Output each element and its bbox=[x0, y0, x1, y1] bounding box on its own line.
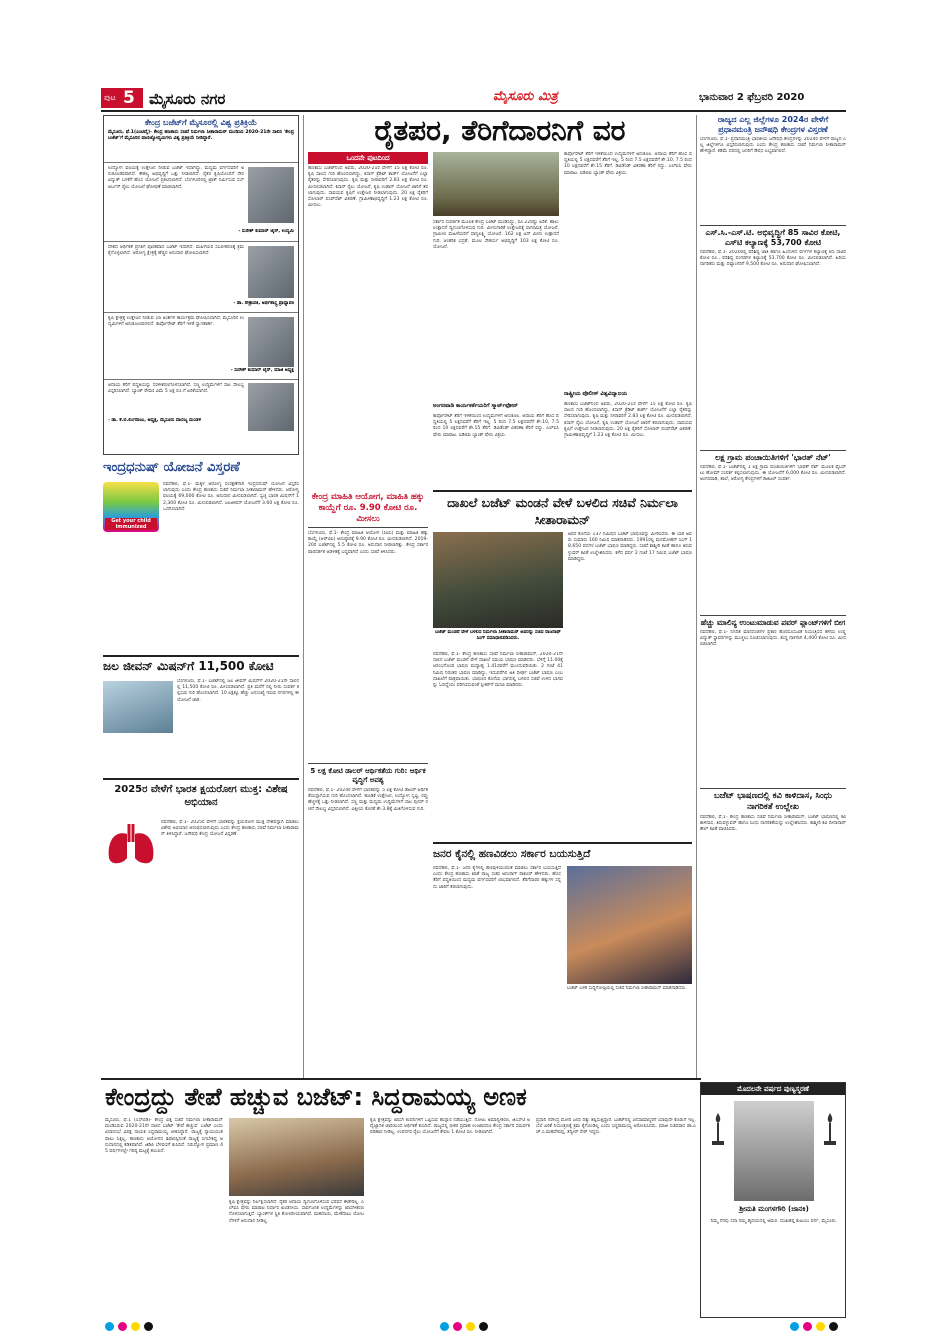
cic-body: ಬೆಂಗಳೂರು, ಫೆ.1- ಕೇಂದ್ರ ಮಾಹಿತಿ ಆಯೋಗ (ಸಿಐಸಿ) ಮತ್ತು ಮಾಹಿತಿ ಹಕ್ಕು ಕಾಯ್ದೆ (ಆರ್‌ಟಿಐ) ಅನುಷ್ಠಾನಕ್ಕೆ 9.90 ಕೋಟಿ ರೂ. ಮೀಸಲಿಡಲಾಗಿದೆ. 2019-20ರ ಬಜೆಟ್‌ನಲ್ಲಿ 5.5 ಕೋಟಿ ರೂ. ಅನುದಾನ ನೀಡಲಾಗಿತ್ತು. ಕೇಂದ್ರ ಸರ್ಕಾರ ಪಾರದರ್ಶಕ ಆಡಳಿತಕ್ಕೆ ಬದ್ಧವಾಗಿದೆ ಎಂದು ಸಚಿವೆ ತಿಳಿಸಿದರು. bbox=[308, 531, 428, 555]
kalidasa-title: ಬಜೆಟ್ ಭಾಷಣದಲ್ಲಿ ಕವಿ ಕಾಳಿದಾಸ, ಸಿಂಧು ನಾಗರಿಕತೆ ಉಲ್ಲೇಖ bbox=[700, 788, 846, 813]
reaction-author: - ಸುರೇಶ್ ಕುಮಾರ್ ಜೈನ್, ಉದ್ಯಮಿ bbox=[238, 229, 294, 234]
cic-box bbox=[308, 490, 428, 1078]
bottom-col2: ಕೃಷಿ ಕ್ಷೇತ್ರವನ್ನು ನಿರ್ಲಕ್ಷಿಸಲಾಗಿದೆ. ರೈತರ ಆದಾಯ ದ್ವಿಗುಣಗೊಳಿಸುವ ಭರವಸೆ ಈಡೇರಿಲ್ಲ. ಎಲ್‌ಐಸಿ ಷೇರು ಮಾರಾಟ ನಿರ್ಧಾರ ಖಂಡನೀಯ. ಸಾರ್ವಜನಿಕ ಉದ್ದಿಮೆಗಳನ್ನು ಖಾಸಗೀಕರಣಗೊಳಿಸಲಾಗುತ್ತಿದೆ. ಬ್ಯಾಂಕ್‌ಗಳ ಸ್ಥಿತಿ ಶೋಚನೀಯವಾಗಿದೆ. ಮಹದಾಯಿ, ಮೇಕೆದಾಟು ಯೋಜನೆಗಳಿಗೆ ಅನುದಾನ ನೀಡಿಲ್ಲ. bbox=[229, 1200, 364, 1224]
bharat-net-body: ನವದೆಹಲಿ, ಫೆ.1- ಬಜೆಟ್‌ನಲ್ಲಿ 1 ಲಕ್ಷ ಗ್ರಾಮ ಪಂಚಾಯಿತಿಗಳಿಗೆ 'ಭಾರತ್ ನೆಟ್' ಮೂಲಕ ಫೈಬರ್ ಟು ಹೋಮ್ ಸಂಪರ್ಕ ಕಲ್ಪಿಸಲಾಗುವುದು. ಈ ಯೋಜನೆಗೆ 6,000 ಕೋಟಿ ರೂ. ಮೀಸಲಿಡಲಾಗಿದೆ. ಅಂಗನವಾಡಿ, ಶಾಲೆ, ಆರೋಗ್ಯ ಕೇಂದ್ರಗಳಿಗೆ ಡಿಜಿಟಲ್ ಸಂಪರ್ಕ. bbox=[700, 465, 846, 483]
jal-jeevan-article bbox=[103, 655, 299, 775]
ondane-puta-label: ಒಂದನೇ ಪುಟದಿಂದ bbox=[308, 152, 428, 164]
reg-dot-magenta bbox=[803, 1322, 812, 1331]
obituary-header: ಮೊದಲನೇ ವರ್ಷದ ಪುಣ್ಯಸ್ಮರಣೆ bbox=[701, 1083, 845, 1095]
reaction-text: ಕೃಷಿ ಕ್ಷೇತ್ರಕ್ಕೆ ಉತ್ತೇಜನ ನೀಡುವ 16 ಅಂಶಗಳ ಕಾರ್ಯಕ್ರಮ ಘೋಷಿಸಲಾಗಿದೆ. ಮೈಸೂರಿನ ಉದ್ಯಮಿಗಳಿಗೆ ಅನುಕೂಲವಾಗಲಿದೆ. ಕಾರ್ಪೊರೇಟ್ ತೆರಿಗೆ ಇಳಿಕೆ ಸ್ವಾಗತಾರ್ಹ. bbox=[108, 316, 244, 328]
reaction-item bbox=[104, 162, 298, 241]
tb-title: 2025ರ ವೇಳೆಗೆ ಭಾರತ ಕ್ಷಯರೋಗ ಮುಕ್ತ: ವಿಶೇಷ ಅಭಿಯಾನ bbox=[114, 784, 288, 808]
main-article-col2: ಸರ್ಕಾರ ಸಂಪರ್ಕಿತ ಮೂಲಕ ಕೇಂದ್ರ ಬಜೆಟ್ ಮಂಡಿಸಿದ್ದು, ರೂ.22ರಷ್ಟು ಏರಿಕೆ. ಹಾಲು ಉತ್ಪಾದನೆ ದ್ವಿಗುಣಗೊಳಿಸುವ ಗುರಿ. ಮೀನುಗಾರಿಕೆ ಉತ್ತೇಜನಕ್ಕೆ ಸಾಗರಮಿತ್ರ ಯೋಜನೆ. ಗ್ರಾಮೀಣ ಮಹಿಳೆಯರಿಗೆ ಧಾನ್ಯಲಕ್ಷ್ಮಿ ಯೋಜನೆ. 162 ಲಕ್ಷ ಟನ್ ಮೀನು ಉತ್ಪಾದನೆ ಗುರಿ. ಆಂತರಿಕ ಭದ್ರತೆ, ಮೂಲ ಸೌಕರ್ಯ ಅಭಿವೃದ್ಧಿಗೆ 103 ಲಕ್ಷ ಕೋಟಿ ರೂ. ಯೋಜನೆ. bbox=[433, 220, 559, 250]
page-number: 5 bbox=[123, 88, 135, 108]
reaction-author: - ಡಾ. ಕೆ.ಬಿ.ಲಿಂಗರಾಜು, ಅಧ್ಯಕ್ಷ, ಮೈಸೂರು ವಾಣಿಜ್ಯ ಮಂಡಳಿ bbox=[108, 418, 201, 423]
page-label: ಪುಟ bbox=[104, 93, 116, 102]
reg-dot-cyan bbox=[790, 1322, 799, 1331]
reaction-author: - ಸುರೇಶ್ ಕುಮಾರ್ ಜೈನ್, ಮಾಜಿ ಅಧ್ಯಕ್ಷ bbox=[230, 368, 294, 373]
bottom-rule bbox=[101, 1078, 701, 1080]
tb-article bbox=[103, 778, 299, 1078]
obituary-name: ಶ್ರೀಮತಿ ಮಂಗಳಗೌರಿ (ಜಾನಕಿ) bbox=[739, 1205, 809, 1213]
reg-dot-magenta bbox=[453, 1322, 462, 1331]
lamp-icon bbox=[823, 1113, 837, 1149]
bottom-col3: ಕೃಷಿ ಕ್ಷೇತ್ರವನ್ನು ಖಾಸಗಿ ಕಂಪನಿಗಳಿಗೆ ಒಪ್ಪಿಸುವ ಹುನ್ನಾರ ನಡೆಯುತ್ತಿದೆ. ನೋಟು ಅಮಾನ್ಯೀಕರಣ, ಜಿಎಸ್‌ಟಿ ಅವೈಜ್ಞಾನಿಕ ಜಾರಿಯಿಂದ ಆರ್ಥಿಕತೆ ಕುಸಿದಿದೆ. ರಾಜ್ಯದಲ್ಲಿ ಭೀಕರ ಪ್ರವಾಹ ಉಂಟಾದರೂ ಕೇಂದ್ರ ಸರ್ಕಾರ ಸಮರ್ಪಕ ಪರಿಹಾರ ನೀಡಿಲ್ಲ. ಉಪನಗರ ರೈಲು ಯೋಜನೆಗೆ ಕೇವಲ 1 ಕೋಟಿ ರೂ. ನೀಡಲಾಗಿದೆ. bbox=[370, 1118, 530, 1136]
janaushadhi-title: ರಾಜ್ಯದ ಎಲ್ಲ ಜಿಲ್ಲೆಗಳೂ 2024ರ ವೇಳೆಗೆ ಪ್ರಧಾನಮಂತ್ರಿ ಜನೌಷಧಿ ಕೇಂದ್ರಗಳ ವಿಸ್ತರಣೆ bbox=[717, 115, 829, 134]
sc-st-title: ಎಸ್.ಸಿ.-ಎಸ್.ಟಿ. ಅಭಿವೃದ್ಧಿಗೆ 85 ಸಾವಿರ ಕೋಟಿ, ಎಸ್‌ಟಿ ಕಲ್ಯಾಣಕ್ಕೆ 53,700 ಕೋಟಿ bbox=[700, 225, 846, 248]
public-trust-title: ಜನರ ಕೈನಲ್ಲಿ ಹಣವಿಡಲು ಸರ್ಕಾರ ಬಯಸುತ್ತಿದೆ bbox=[433, 848, 591, 860]
power-plant-body: ನವದೆಹಲಿ, ಫೆ.1- ನಿಗದಿತ ಮಾನದಂಡಗಳ ಪ್ರಕಾರ ಹೊರಸೂಸುವಿಕೆ ನಿಯಂತ್ರಿಸದ ಹಳೆಯ ಉಷ್ಣ ವಿದ್ಯುತ್ ಸ್ಥಾವರಗಳನ್ನು ಮುಚ್ಚಲು ಸೂಚಿಸಲಾಗುವುದು. ಶುದ್ಧ ಗಾಳಿಗಾಗಿ 4,400 ಕೋಟಿ ರೂ. ಮೀಸಲಿಡಲಾಗಿದೆ. bbox=[700, 630, 846, 648]
anganwadi-subhead: ಅಂಗನವಾಡಿ ಕಾರ್ಯಕರ್ತೆಯರಿಗೆ ಸ್ಮಾರ್ಟ್‌ಫೋನ್ bbox=[433, 403, 518, 409]
reaction-text: ದೇಶದ ಆರ್ಥಿಕತೆ ಪ್ರಗತಿಗೆ ಪೂರಕವಾದ ಬಜೆಟ್ ಇದಾಗಿದೆ. ಮಹಿಳೆಯರ ಸಬಲೀಕರಣಕ್ಕೆ ಕ್ರಮ ಕೈಗೊಳ್ಳಲಾಗಿದೆ. ಆರೋಗ್ಯ ಕ್ಷೇತ್ರಕ್ಕೆ ಹೆಚ್ಚಿನ ಅನುದಾನ ಘೋಷಿಸಲಾಗಿದೆ. bbox=[108, 245, 244, 257]
reg-dot-cyan bbox=[105, 1322, 114, 1331]
press-meet-photo bbox=[567, 866, 692, 984]
person-photo bbox=[248, 383, 294, 431]
bottom-col1: ಮೈಸೂರು, ಫೆ.1 (ಎಸ್‌ಬಿಡಿ)- ಕೇಂದ್ರ ವಿತ್ತ ಸಚಿವೆ ನಿರ್ಮಲಾ ಸೀತಾರಾಮನ್ ಮಂಡಿಸಿರುವ 2020-21ನೇ ಸಾಲಿನ ಬಜೆಟ್ 'ತೇಪೆ ಹಚ್ಚುವ' ಬಜೆಟ್ ಎಂದು ವಿಧಾನಸಭೆ ವಿಪಕ್ಷ ನಾಯಕ ಸಿದ್ದರಾಮಯ್ಯ ಟೀಕಿಸಿದ್ದಾರೆ. ರಾಜ್ಯಕ್ಕೆ ನ್ಯಾಯಯುತ ಪಾಲು ಸಿಕ್ಕಿಲ್ಲ. ಹಣಕಾಸು ಆಯೋಗದ ಶಿಫಾರಸ್ಸಿನಂತೆ ರಾಜ್ಯಕ್ಕೆ ಸಿಗಬೇಕಿದ್ದ ಅನುದಾನದಲ್ಲಿ ಕಡಿತವಾಗಿದೆ. ಜಿಡಿಪಿ ಬೆಳವಣಿಗೆ ಕುಸಿದಿದೆ. ನಿರುದ್ಯೋಗ ಪ್ರಮಾಣ 45 ವರ್ಷಗಳಲ್ಲೇ ಗರಿಷ್ಠ ಮಟ್ಟಕ್ಕೆ ತಲುಪಿದೆ. bbox=[105, 1118, 223, 1155]
masthead: ಮೈಸೂರು ಮಿತ್ರ bbox=[493, 89, 558, 104]
obituary-photo bbox=[734, 1101, 814, 1201]
lungs-icon bbox=[105, 820, 157, 868]
reaction-text: ಉದ್ಯೋಗ ವಲಯಕ್ಕೆ ಉತ್ತೇಜನ ನೀಡುವ ಬಜೆಟ್ ಇದಾಗಿದ್ದು, ಮಧ್ಯಮ ವರ್ಗದವರಿಗೆ ಅನುಕೂಲಕರವಾಗಿದೆ. ಕೌಶಲ್ಯ ಅಭಿವೃದ್ಧಿಗೆ ಒತ್ತು ನೀಡಲಾಗಿದೆ. ರೈತರ ಕೃಷಿಯೊಂದಿಗೆ ಸೌರವಿದ್ಯುತ್ ಬಳಕೆಗೆ ಹೊಸ ಯೋಜನೆ ಪ್ರಕಟಿಸಲಾಗಿದೆ. ಬೆಂಗಳೂರಿನಲ್ಲಿ ಟ್ರಾಕ್ ನಿರ್ಮಿಸುವ ಸಬ್ ಅರ್ಬನ್ ರೈಲು ಯೋಜನೆ ಘೋಷಣೆ ಮಾಡಲಾಗಿದೆ. bbox=[108, 166, 244, 190]
tb-body: ನವದೆಹಲಿ, ಫೆ.1- 2025ರ ವೇಳೆಗೆ ಭಾರತವನ್ನು ಕ್ಷಯರೋಗ ಮುಕ್ತ ದೇಶವನ್ನಾಗಿ ಮಾಡಲು ವಿಶೇಷ ಅಭಿಯಾನ ಆರಂಭಿಸಲಾಗುವುದು ಎಂದು ಕೇಂದ್ರ ಹಣಕಾಸು ಸಚಿವೆ ನಿರ್ಮಲಾ ಸೀತಾರಾಮನ್ ತಿಳಿಸಿದ್ದಾರೆ. ಜನೌಷಧಿ ಕೇಂದ್ರ ಯೋಜನೆ ವಿಸ್ತರಣೆ. bbox=[161, 820, 299, 838]
reaction-item bbox=[104, 379, 298, 436]
water-photo bbox=[103, 681, 173, 733]
cic-title: ಕೇಂದ್ರ ಮಾಹಿತಿ ಆಯೋಗ, ಮಾಹಿತಿ ಹಕ್ಕು ಕಾಯ್ದೆಗೆ ರೂ. 9.90 ಕೋಟಿ ರೂ. ಮೀಸಲು bbox=[308, 490, 428, 528]
police-subhead: ರಾಷ್ಟ್ರೀಯ ಪೊಲೀಸ್ ವಿಶ್ವವಿದ್ಯಾಲಯ bbox=[564, 391, 628, 397]
speech-col2: ಅವರ ಕೊನೆಯ 137 ನಿಮಿಷದ ಬಜೆಟ್ ಭಾಷಣವನ್ನು ಮೀರಿಸಿದರು. ಈ ಬಾರಿ ಅವರು ಸುಮಾರು 160 ನಿಮಿಷ ಮಾತನಾಡಿದರು. 1991ರಲ್ಲಿ ಮನಮೋಹನ್ ಸಿಂಗ್ 18,650 ಪದಗಳ ಬಜೆಟ್ ಭಾಷಣ ಮಾಡಿದ್ದರು. ಸಚಿವೆ ಕಾಶ್ಮೀರಿ ಕವಿತೆ ಹಾಗೂ ತಿರುವಳ್ಳುವರ್ ಕವಿತೆ ಉಲ್ಲೇಖಿಸಿದರು. ಕಳೆದ ವರ್ಷ 2 ಗಂಟೆ 17 ನಿಮಿಷ ಬಜೆಟ್ ಭಾಷಣ ಮಾಡಿದ್ದರು. bbox=[568, 532, 692, 562]
speech-caption: ಬಜೆಟ್ ಮಂಡನೆ ವೇಳೆ ಬಳಲಿದ ನಿರ್ಮಲಾ ಸೀತಾರಾಮನ್ ಅವರನ್ನು ಸಚಿವ ರಾಜನಾಥ್ ಸಿಂಗ್ ಸಮಾಧಾನಪಡಿಸಿದರು. bbox=[435, 630, 561, 642]
column-rule bbox=[696, 115, 697, 1078]
person-photo bbox=[248, 167, 294, 223]
indradhanush-body: ನವದೆಹಲಿ, ಫೆ.1- ಮಕ್ಕಳ ಆರೋಗ್ಯ ಸಂರಕ್ಷಣೆಗಾಗಿ ಇಂದ್ರಧನುಷ್ ಯೋಜನೆ ವಿಸ್ತರಿಸಲಾಗುವುದು ಎಂದು ಕೇಂದ್ರ ಹಣಕಾಸು ಸಚಿವೆ ನಿರ್ಮಲಾ ಸೀತಾರಾಮನ್ ಹೇಳಿದರು. ಆರೋಗ್ಯ ವಲಯಕ್ಕೆ 69,000 ಕೋಟಿ ರೂ. ಅನುದಾನ ಮೀಸಲಿಡಲಾಗಿದೆ. ಸ್ವಚ್ಛ ಭಾರತ ಮಿಷನ್‌ಗೆ 12,300 ಕೋಟಿ ರೂ. ಮೀಸಲಿಡಲಾಗಿದೆ. ಜಲಜೀವನ್ ಯೋಜನೆಗೆ 3.60 ಲಕ್ಷ ಕೋಟಿ ರೂ. ಒದಗಿಸಲಾಗಿದೆ. bbox=[163, 482, 299, 512]
column-rule bbox=[303, 115, 304, 1078]
public-trust-body: ನವದೆಹಲಿ, ಫೆ.1- ಜನರ ಕೈಗಳಲ್ಲಿ ಹಣವುಳಿಯುವಂತೆ ಮಾಡಲು ಸರ್ಕಾರ ಬಯಸುತ್ತಿದೆ ಎಂದು ಕೇಂದ್ರ ಹಣಕಾಸು ಖಾತೆ ರಾಜ್ಯ ಸಚಿವ ಅನುರಾಗ್ ಠಾಕೂರ್ ಹೇಳಿದರು. ಹೊಸ ತೆರಿಗೆ ಪದ್ಧತಿಯಿಂದ ಮಧ್ಯಮ ವರ್ಗದವರಿಗೆ ಲಾಭವಾಗಲಿದೆ. ತೆರಿಗೆದಾರರ ಹಕ್ಕುಗಳ ಸನ್ನದು ಜಾರಿಗೆ ತರಲಾಗುವುದು. bbox=[433, 866, 561, 890]
kalidasa-body: ನವದೆಹಲಿ, ಫೆ.1- ಕೇಂದ್ರ ಹಣಕಾಸು ಸಚಿವೆ ನಿರ್ಮಲಾ ಸೀತಾರಾಮನ್, ಬಜೆಟ್ ಭಾಷಣದಲ್ಲಿ ಕವಿ ಕಾಳಿದಾಸ, ತಿರುವಳ್ಳುವರ್ ಹಾಗೂ ಸಿಂಧು ನಾಗರಿಕತೆಯನ್ನು ಉಲ್ಲೇಖಿಸಿದರು. ಕಾಶ್ಮೀರಿ ಕವಿ ದೀನಾನಾಥ್ ಕೌಲ್ ಕವಿತೆ ವಾಚಿಸಿದರು. bbox=[700, 815, 846, 833]
power-plant-title: ಹೆಚ್ಚು ಮಾಲಿನ್ಯ ಉಂಟುಮಾಡುವ ಪವರ್ ಪ್ಲಾಂಟ್‌ಗಳಿಗೆ ಬೀಗ bbox=[700, 615, 846, 628]
reactions-lead: ಮೈಸೂರು, ಫೆ.1(ಎಂಟಿವೈ)- ಕೇಂದ್ರ ಹಣಕಾಸು ಸಚಿವೆ ನಿರ್ಮಲಾ ಸೀತಾರಾಮನ್ ಮಂಡಿಸಿದ 2020-21ನೇ ಸಾಲಿನ 'ಕೇಂದ್ರ ಬಜೆಟ್'ಗೆ ಮೈಸೂರಿನ ವಾಣಿಜ್ಯೋದ್ಯಮಿಗಳು ವಿಶ್ವ ಪ್ರತಿಕ್ರಿಯೆ ನೀಡಿದ್ದಾರೆ. bbox=[108, 130, 294, 142]
bottom-col4: ಪ್ರಧಾನಿ ನರೇಂದ್ರ ಮೋದಿ ಜನರ ದಿಕ್ಕು ತಪ್ಪಿಸುತ್ತಿದ್ದಾರೆ. ಬಜೆಟ್‌ನಲ್ಲಿ ಜನಸಾಮಾನ್ಯರಿಗೆ ಯಾವುದೇ ಕೊಡುಗೆ ಇಲ್ಲ. ಬೆಲೆ ಏರಿಕೆ ನಿಯಂತ್ರಣಕ್ಕೆ ಕ್ರಮ ಕೈಗೊಂಡಿಲ್ಲ ಎಂದು ಸಿದ್ದರಾಮಯ್ಯ ಆರೋಪಿಸಿದರು. ಮಾಜಿ ಸಚಿವರಾದ ಡಾ.ಎಚ್.ಸಿ.ಮಹದೇವಪ್ಪ, ತನ್ವೀರ್ ಸೇಠ್ ಇದ್ದರು. bbox=[536, 1118, 696, 1136]
farmer-photo bbox=[433, 152, 559, 216]
reg-dot-yellow bbox=[466, 1322, 475, 1331]
reactions-title: ಕೇಂದ್ರ ಬಜೆಟ್‌ಗೆ ಮೈಸೂರಲ್ಲಿ ವಿಶ್ವ ಪ್ರತಿಕ್ರಿಯೆ bbox=[144, 118, 258, 127]
main-article-col1: ಹಣಕಾಸು ಬಜೆಟ್‌ನಿಂದ ಅವರು, 2020-21ರ ವೇಳೆಗೆ 15 ಲಕ್ಷ ಕೋಟಿ ರೂ. ಕೃಷಿ ಸಾಲದ ಗುರಿ ಹೊಂದಲಾಗಿದ್ದು, ಕಿಸಾನ್ ಕ್ರೆಡಿಟ್ ಕಾರ್ಡ್ ಯೋಜನೆಗೆ ಎಲ್ಲಾ ರೈತರನ್ನು ಸೇರಿಸಲಾಗುವುದು. ಕೃಷಿ ಮತ್ತು ನೀರಾವರಿಗೆ 2.83 ಲಕ್ಷ ಕೋಟಿ ರೂ. ಮೀಸಲಿಡಲಾಗಿದೆ. ಕಿಸಾನ್ ರೈಲು ಯೋಜನೆ, ಕೃಷಿ ಉಡಾನ್ ಯೋಜನೆ ಜಾರಿಗೆ ತರಲಾಗುವುದು. ಸಾವಯವ ಕೃಷಿಗೆ ಉತ್ತೇಜನ ನೀಡಲಾಗುವುದು. 20 ಲಕ್ಷ ರೈತರಿಗೆ ಸೋಲಾರ್ ಪಂಪ್‌ಸೆಟ್ ವಿತರಣೆ. ಗ್ರಾಮೀಣಾಭಿವೃದ್ಧಿಗೆ 1.23 ಲಕ್ಷ ಕೋಟಿ ರೂ. ಮೀಸಲು. bbox=[308, 166, 428, 209]
jal-jeevan-body: ಬೆಂಗಳೂರು, ಫೆ.1- ಬಜೆಟ್‌ನಲ್ಲಿ ಜಲ ಜೀವನ್ ಮಿಷನ್‌ಗೆ 2020-21ನೇ ಸಾಲಿನಲ್ಲಿ 11,500 ಕೋಟಿ ರೂ. ಮೀಸಲಿಡಲಾಗಿದೆ. ಪ್ರತಿ ಮನೆಗೆ ನಲ್ಲಿ ನೀರು ಸಂಪರ್ಕ ಕಲ್ಪಿಸುವ ಗುರಿ ಹೊಂದಲಾಗಿದೆ. 10 ಲಕ್ಷಕ್ಕೂ ಹೆಚ್ಚು ಜನಸಂಖ್ಯೆ ಇರುವ ನಗರಗಳಲ್ಲಿ ಈ ಯೋಜನೆ ಜಾರಿ. bbox=[177, 679, 299, 703]
reaction-item bbox=[104, 312, 298, 379]
registration-marks-center bbox=[440, 1322, 500, 1332]
janaushadhi-body: ಬೆಂಗಳೂರು, ಫೆ.1- ಪ್ರಧಾನಮಂತ್ರಿ ಭಾರತೀಯ ಜನೌಷಧಿ ಕೇಂದ್ರಗಳನ್ನು 2024ರ ವೇಳೆಗೆ ರಾಜ್ಯದ ಎಲ್ಲ ಜಿಲ್ಲೆಗಳಿಗೂ ವಿಸ್ತರಿಸಲಾಗುವುದು ಎಂದು ಕೇಂದ್ರ ಹಣಕಾಸು ಸಚಿವೆ ನಿರ್ಮಲಾ ಸೀತಾರಾಮನ್ ಹೇಳಿದ್ದಾರೆ. ಕಡಿಮೆ ದರದಲ್ಲಿ ಜನರಿಗೆ ಔಷಧ ಲಭ್ಯವಾಗಲಿದೆ. bbox=[700, 137, 846, 155]
sc-st-body: ನವದೆಹಲಿ, ಫೆ.1- 2020ರಲ್ಲಿ ಪರಿಶಿಷ್ಟ ಜಾತಿ ಹಾಗೂ ಹಿಂದುಳಿದ ವರ್ಗಗಳ ಕಲ್ಯಾಣಕ್ಕೆ 85 ಸಾವಿರ ಕೋಟಿ ರೂ., ಪರಿಶಿಷ್ಟ ಪಂಗಡಗಳ ಕಲ್ಯಾಣಕ್ಕೆ 53,700 ಕೋಟಿ ರೂ. ಮೀಸಲಿಡಲಾಗಿದೆ. ಹಿರಿಯ ನಾಗರಿಕರು ಮತ್ತು ದಿವ್ಯಾಂಗರಿಗೆ 9,500 ಕೋಟಿ ರೂ. ಅನುದಾನ ಘೋಷಿಸಲಾಗಿದೆ. bbox=[700, 250, 846, 268]
economy-title: 5 ಲಕ್ಷ ಕೋಟಿ ಡಾಲರ್ ಆರ್ಥಿಕತೆಯ ಗುರಿ: ಆರ್ಥಿಕ ವೃದ್ಧಿಗೆ ಅವಶ್ಯ bbox=[308, 763, 428, 788]
reg-dot-cyan bbox=[440, 1322, 449, 1331]
obituary-text: ನಿಮ್ಮ ನೆನಪು ಸದಾ ನಮ್ಮ ಹೃದಯದಲ್ಲಿ ಅಮರ. ದುಃಖತಪ್ತ ಕುಟುಂಬ ವರ್ಗ, ಮೈಸೂರು. bbox=[710, 1219, 838, 1224]
lamp-icon bbox=[711, 1113, 725, 1149]
reg-dot-magenta bbox=[118, 1322, 127, 1331]
immunization-badge bbox=[103, 482, 159, 532]
indradhanush-title: ಇಂದ್ರಧನುಷ್ ಯೋಜನೆ ವಿಸ್ತರಣೆ bbox=[103, 460, 240, 475]
economy-body: ನವದೆಹಲಿ, ಫೆ.1- 2024ರ ವೇಳೆಗೆ ಭಾರತವನ್ನು 5 ಲಕ್ಷ ಕೋಟಿ ಡಾಲರ್ ಆರ್ಥಿಕತೆಯನ್ನಾಗಿಸುವ ಗುರಿ ಹೊಂದಲಾಗಿದೆ. ಹೂಡಿಕೆ ಉತ್ತೇಜನ, ಉದ್ಯೋಗ ಸೃಷ್ಟಿ, ರಫ್ತು ಹೆಚ್ಚಳಕ್ಕೆ ಒತ್ತು ನೀಡಲಾಗಿದೆ. ಸಣ್ಣ ಮತ್ತು ಮಧ್ಯಮ ಉದ್ದಿಮೆಗಳಿಗೆ ಸಾಲ ಪುನರ್ ರಚನೆ ಸೌಲಭ್ಯ ವಿಸ್ತರಿಸಲಾಗಿದೆ. ವಿತ್ತೀಯ ಕೊರತೆ ಶೇ.3.8ಕ್ಕೆ ಮಿತಿಗೊಳಿಸುವ ಗುರಿ. bbox=[308, 788, 428, 812]
indradhanush-article bbox=[103, 460, 299, 652]
page-header bbox=[101, 88, 846, 110]
main-headline: ರೈತಪರ, ತೆರಿಗೆದಾರನಿಗೆ ವರ bbox=[374, 114, 626, 147]
parliament-photo bbox=[433, 532, 563, 628]
header-rule bbox=[101, 110, 846, 112]
reg-dot-black bbox=[829, 1322, 838, 1331]
page-number-box bbox=[101, 88, 143, 108]
right-column bbox=[700, 115, 846, 1078]
main-article-col3: ಕಾರ್ಪೊರೇಟ್ ತೆರಿಗೆ ಇಳಿಕೆಯಿಂದ ಉದ್ಯಮಗಳಿಗೆ ಅನುಕೂಲ. ಆದಾಯ ತೆರಿಗೆ ಹೊಸ ಪದ್ಧತಿಯಲ್ಲಿ 5 ಲಕ್ಷದವರೆಗೆ ತೆರಿಗೆ ಇಲ್ಲ. 5 ರಿಂದ 7.5 ಲಕ್ಷದವರೆಗೆ ಶೇ.10, 7.5 ರಿಂದ 10 ಲಕ್ಷದವರೆಗೆ ಶೇ.15 ತೆರಿಗೆ. ಡಿವಿಡೆಂಡ್ ವಿತರಣಾ ತೆರಿಗೆ ರದ್ದು. ಎಲ್‌ಐಸಿ ಷೇರು ಮಾರಾಟ. ಐಡಿಬಿಐ ಬ್ಯಾಂಕ್ ಷೇರು ವಿಕ್ರಯ. bbox=[564, 152, 692, 176]
obituary-box bbox=[700, 1082, 846, 1318]
reaction-author: - ಡಾ. ನೇತ್ರಾವತಿ, ಅರ್ಥಶಾಸ್ತ್ರ ಪ್ರಾಧ್ಯಾಪಕಿ bbox=[233, 301, 294, 306]
person-photo bbox=[248, 246, 294, 298]
speech-title: ದಾಖಲೆ ಬಜೆಟ್ ಮಂಡನೆ ವೇಳೆ ಬಳಲಿದ ಸಚಿವೆ ನಿರ್ಮಲಾ ಸೀತಾರಾಮನ್ bbox=[447, 495, 678, 527]
reg-dot-black bbox=[479, 1322, 488, 1331]
press-meet-caption: ಬಜೆಟ್ ಬಳಿಕ ಸುದ್ದಿಗೋಷ್ಠಿಯಲ್ಲಿ ಸಚಿವೆ ನಿರ್ಮಲಾ ಸೀತಾರಾಮನ್ ಮಾತನಾಡಿದರು. bbox=[567, 986, 687, 991]
person-photo bbox=[248, 317, 294, 367]
reg-dot-yellow bbox=[131, 1322, 140, 1331]
date-line: ಭಾನುವಾರ 2 ಫೆಬ್ರವರಿ 2020 bbox=[699, 92, 805, 103]
reactions-box bbox=[103, 115, 299, 455]
public-trust-article bbox=[433, 842, 692, 1078]
bharat-net-title: ಲಕ್ಷ ಗ್ರಾಮ ಪಂಚಾಯಿತಿಗಳಿಗೆ 'ಭಾರತ್ ನೆಟ್' bbox=[700, 450, 846, 463]
speech-article bbox=[433, 490, 692, 840]
speech-body: ನವದೆಹಲಿ, ಫೆ.1- ಕೇಂದ್ರ ಹಣಕಾಸು ಸಚಿವೆ ನಿರ್ಮಲಾ ಸೀತಾರಾಮನ್, 2020-21ನೇ ಸಾಲಿನ ಬಜೆಟ್ ಮಂಡನೆ ವೇಳೆ ದಾಖಲೆ ಸಮಯ ಭಾಷಣ ಮಾಡಿದರು. ಬೆಳಿಗ್ಗೆ 11.00ಕ್ಕೆ ಆರಂಭಗೊಂಡ ಭಾಷಣ ಮಧ್ಯಾಹ್ನ 1.41ರವರೆಗೆ ಮುಂದುವರಿಯಿತು. 2 ಗಂಟೆ 41 ನಿಮಿಷ ನಿರಂತರ ಭಾಷಣ ಮಾಡಿದ್ದು, ಇದುವರೆಗಿನ ಅತಿ ದೀರ್ಘ ಬಜೆಟ್ ಭಾಷಣ ಎಂಬ ದಾಖಲೆಗೆ ಪಾತ್ರವಾಯಿತು. ಭಾಷಣದ ಕೊನೆಯ ಭಾಗದಲ್ಲಿ ಬಳಲಿದ ಸಚಿವೆ ಉಳಿದ ಭಾಗವನ್ನು ಓದಿದ್ದೆಂದು ಪರಿಗಣಿಸುವಂತೆ ಸ್ಪೀಕರ್‌ಗೆ ಮನವಿ ಮಾಡಿದರು. bbox=[433, 652, 563, 689]
main-article-col2b: ಕಾರ್ಪೊರೇಟ್ ತೆರಿಗೆ ಇಳಿಕೆಯಿಂದ ಉದ್ಯಮಗಳಿಗೆ ಅನುಕೂಲ. ಆದಾಯ ತೆರಿಗೆ ಹೊಸ ಪದ್ಧತಿಯಲ್ಲಿ 5 ಲಕ್ಷದವರೆಗೆ ತೆರಿಗೆ ಇಲ್ಲ. 5 ರಿಂದ 7.5 ಲಕ್ಷದವರೆಗೆ ಶೇ.10, 7.5 ರಿಂದ 10 ಲಕ್ಷದವರೆಗೆ ಶೇ.15 ತೆರಿಗೆ. ಡಿವಿಡೆಂಡ್ ವಿತರಣಾ ತೆರಿಗೆ ರದ್ದು. ಎಲ್‌ಐಸಿ ಷೇರು ಮಾರಾಟ. ಐಡಿಬಿಐ ಬ್ಯಾಂಕ್ ಷೇರು ವಿಕ್ರಯ. bbox=[433, 414, 559, 438]
bottom-headline: ಕೇಂದ್ರದ್ದು ತೇಪೆ ಹಚ್ಚುವ ಬಜೆಟ್: ಸಿದ್ದರಾಮಯ್ಯ ಅಣಕ bbox=[105, 1083, 527, 1111]
siddaramaiah-photo bbox=[229, 1118, 364, 1196]
section-title: ಮೈಸೂರು ನಗರ bbox=[149, 90, 226, 108]
registration-marks-right bbox=[790, 1322, 850, 1332]
badge-text: Get your child immunized bbox=[105, 518, 157, 530]
registration-marks-left bbox=[105, 1322, 165, 1332]
reaction-item bbox=[104, 241, 298, 312]
jal-jeevan-title: ಜಲ ಜೀವನ್ ಮಿಷನ್‌ಗೆ 11,500 ಕೋಟಿ bbox=[103, 659, 274, 673]
main-article-col3b: ಹಣಕಾಸು ಬಜೆಟ್‌ನಿಂದ ಅವರು, 2020-21ರ ವೇಳೆಗೆ 15 ಲಕ್ಷ ಕೋಟಿ ರೂ. ಕೃಷಿ ಸಾಲದ ಗುರಿ ಹೊಂದಲಾಗಿದ್ದು, ಕಿಸಾನ್ ಕ್ರೆಡಿಟ್ ಕಾರ್ಡ್ ಯೋಜನೆಗೆ ಎಲ್ಲಾ ರೈತರನ್ನು ಸೇರಿಸಲಾಗುವುದು. ಕೃಷಿ ಮತ್ತು ನೀರಾವರಿಗೆ 2.83 ಲಕ್ಷ ಕೋಟಿ ರೂ. ಮೀಸಲಿಡಲಾಗಿದೆ. ಕಿಸಾನ್ ರೈಲು ಯೋಜನೆ, ಕೃಷಿ ಉಡಾನ್ ಯೋಜನೆ ಜಾರಿಗೆ ತರಲಾಗುವುದು. ಸಾವಯವ ಕೃಷಿಗೆ ಉತ್ತೇಜನ ನೀಡಲಾಗುವುದು. 20 ಲಕ್ಷ ರೈತರಿಗೆ ಸೋಲಾರ್ ಪಂಪ್‌ಸೆಟ್ ವಿತರಣೆ. ಗ್ರಾಮೀಣಾಭಿವೃದ್ಧಿಗೆ 1.23 ಲಕ್ಷ ಕೋಟಿ ರೂ. ಮೀಸಲು. bbox=[564, 402, 692, 439]
reg-dot-black bbox=[144, 1322, 153, 1331]
reaction-text: ಆದಾಯ ತೆರಿಗೆ ಪದ್ಧತಿಯನ್ನು ಸರಳೀಕರಣಗೊಳಿಸಲಾಗಿದೆ. ಸಣ್ಣ ಉದ್ದಿಮೆಗಳಿಗೆ ಸಾಲ ಸೌಲಭ್ಯ ವಿಸ್ತರಿಸಲಾಗಿದೆ. ಬ್ಯಾಂಕ್ ಠೇವಣಿ ವಿಮೆ 5 ಲಕ್ಷ ರೂ.ಗೆ ಏರಿಕೆಯಾಗಿದೆ. bbox=[108, 383, 244, 395]
reg-dot-yellow bbox=[816, 1322, 825, 1331]
